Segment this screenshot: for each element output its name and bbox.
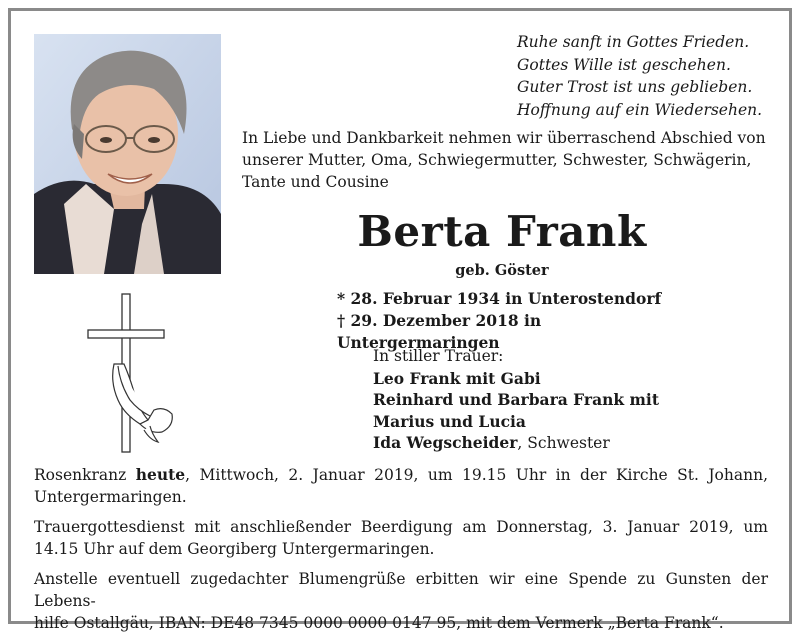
poem-line: Guter Trost ist uns geblieben. bbox=[517, 78, 753, 96]
donation-line: Anstelle eventuell zugedachter Blumengrüße erbitten wir eine Spende zu Gunsten der Lebens- bbox=[34, 570, 768, 610]
poem-line: Gottes Wille ist geschehen. bbox=[517, 55, 731, 74]
funeral-line: 14.15 Uhr auf dem Georgiberg Untergermaringen. bbox=[34, 540, 435, 558]
rosary-text: , Mittwoch, 2. Januar 2019, um 19.15 Uhr in der Kirche St. Johann, bbox=[185, 466, 768, 484]
funeral-paragraph bbox=[34, 516, 768, 560]
maiden-name: geb. Göster bbox=[455, 262, 549, 279]
mourner-name: Ida Wegscheider bbox=[373, 433, 518, 452]
rosary-today: heute bbox=[135, 465, 186, 484]
mourners-heading: In stiller Trauer: bbox=[373, 347, 504, 365]
mourner-line: Leo Frank mit Gabi bbox=[373, 368, 541, 388]
rosary-text: Rosenkranz bbox=[34, 466, 136, 484]
notice-body bbox=[34, 464, 768, 642]
intro-text bbox=[242, 127, 782, 193]
mourners-list bbox=[373, 346, 773, 455]
deceased-name: Berta Frank bbox=[357, 207, 647, 256]
memorial-poem bbox=[517, 31, 777, 121]
donation-paragraph bbox=[34, 568, 768, 634]
life-dates bbox=[337, 288, 697, 354]
mourner-relation: , Schwester bbox=[517, 434, 610, 452]
cross-praying-hands-icon bbox=[84, 292, 176, 454]
donation-line: hilfe Ostallgäu, IBAN: DE48 7345 0000 0000 0147 95, mit dem Vermerk „Berta Frank“. bbox=[34, 614, 724, 632]
birth-date: * 28. Februar 1934 in Unterostendorf bbox=[337, 289, 662, 308]
intro-line: In Liebe und Dankbarkeit nehmen wir überraschend Abschied von bbox=[242, 129, 766, 147]
rosary-line: Untergermaringen. bbox=[34, 488, 187, 506]
poem-line: Hoffnung auf ein Wiedersehen. bbox=[517, 100, 763, 119]
portrait-image bbox=[34, 34, 221, 274]
intro-line: Tante und Cousine bbox=[242, 173, 389, 191]
mourner-line bbox=[373, 432, 773, 455]
funeral-line: Trauergottesdienst mit anschließender Beerdigung am Donnerstag, 3. Januar 2019, um bbox=[34, 518, 768, 536]
poem-line: Ruhe sanft in Gottes Frieden. bbox=[517, 33, 750, 51]
rosary-paragraph bbox=[34, 464, 768, 508]
intro-line: unserer Mutter, Oma, Schwiegermutter, Schwester, Schwägerin, bbox=[242, 151, 752, 169]
portrait-photo bbox=[34, 34, 221, 274]
mourner-line: Reinhard und Barbara Frank mit bbox=[373, 390, 659, 409]
mourner-line: Marius und Lucia bbox=[373, 411, 526, 431]
death-date: † 29. Dezember 2018 in Untergermaringen bbox=[337, 311, 542, 352]
